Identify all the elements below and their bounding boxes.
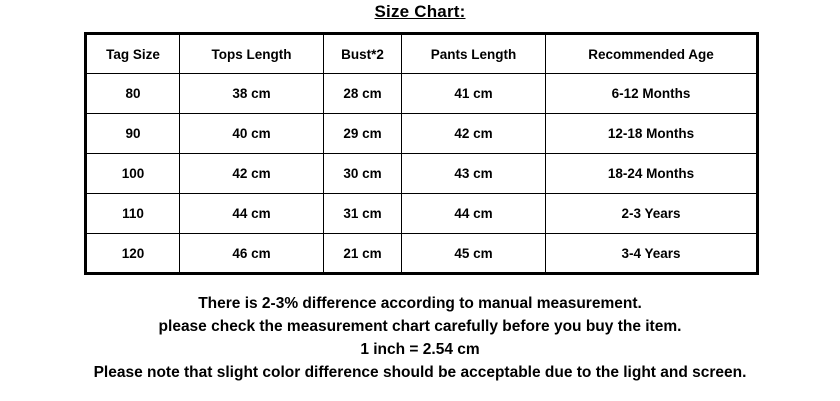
cell-tag-size: 100 xyxy=(86,154,180,194)
note-line: There is 2-3% difference according to manual measurement. xyxy=(198,295,642,312)
cell-recommended-age: 2-3 Years xyxy=(546,194,758,234)
cell-tops-length: 44 cm xyxy=(180,194,324,234)
table-row xyxy=(86,114,758,154)
table-header-row xyxy=(86,34,758,74)
cell-tag-size: 120 xyxy=(86,234,180,274)
size-chart-table-wrap xyxy=(84,32,756,275)
size-chart-table xyxy=(84,32,759,275)
cell-tops-length: 42 cm xyxy=(180,154,324,194)
cell-recommended-age: 18-24 Months xyxy=(546,154,758,194)
cell-bust: 30 cm xyxy=(324,154,402,194)
cell-bust: 28 cm xyxy=(324,74,402,114)
cell-pants-length: 42 cm xyxy=(402,114,546,154)
cell-tops-length: 46 cm xyxy=(180,234,324,274)
cell-recommended-age: 3-4 Years xyxy=(546,234,758,274)
cell-bust: 21 cm xyxy=(324,234,402,274)
cell-pants-length: 43 cm xyxy=(402,154,546,194)
table-row xyxy=(86,74,758,114)
cell-recommended-age: 12-18 Months xyxy=(546,114,758,154)
cell-bust: 31 cm xyxy=(324,194,402,234)
column-header-tops-length: Tops Length xyxy=(180,34,324,74)
column-header-recommended-age: Recommended Age xyxy=(546,34,758,74)
cell-recommended-age: 6-12 Months xyxy=(546,74,758,114)
page-title: Size Chart: xyxy=(374,2,466,21)
table-row xyxy=(86,234,758,274)
cell-tops-length: 40 cm xyxy=(180,114,324,154)
column-header-bust: Bust*2 xyxy=(324,34,402,74)
note-line: please check the measurement chart carefully before you buy the item. xyxy=(158,317,682,335)
column-header-pants-length: Pants Length xyxy=(402,34,546,74)
cell-tag-size: 110 xyxy=(86,194,180,234)
cell-tops-length: 38 cm xyxy=(180,74,324,114)
table-row xyxy=(86,154,758,194)
cell-bust: 29 cm xyxy=(324,114,402,154)
notes-block xyxy=(0,293,840,385)
table-row xyxy=(86,194,758,234)
column-header-tag-size: Tag Size xyxy=(86,34,180,74)
cell-pants-length: 41 cm xyxy=(402,74,546,114)
cell-pants-length: 45 cm xyxy=(402,234,546,274)
note-line: Please note that slight color difference should be acceptable due to the light and screen. xyxy=(93,363,747,381)
cell-pants-length: 44 cm xyxy=(402,194,546,234)
cell-tag-size: 80 xyxy=(86,74,180,114)
cell-tag-size: 90 xyxy=(86,114,180,154)
note-line: 1 inch = 2.54 cm xyxy=(360,340,480,358)
